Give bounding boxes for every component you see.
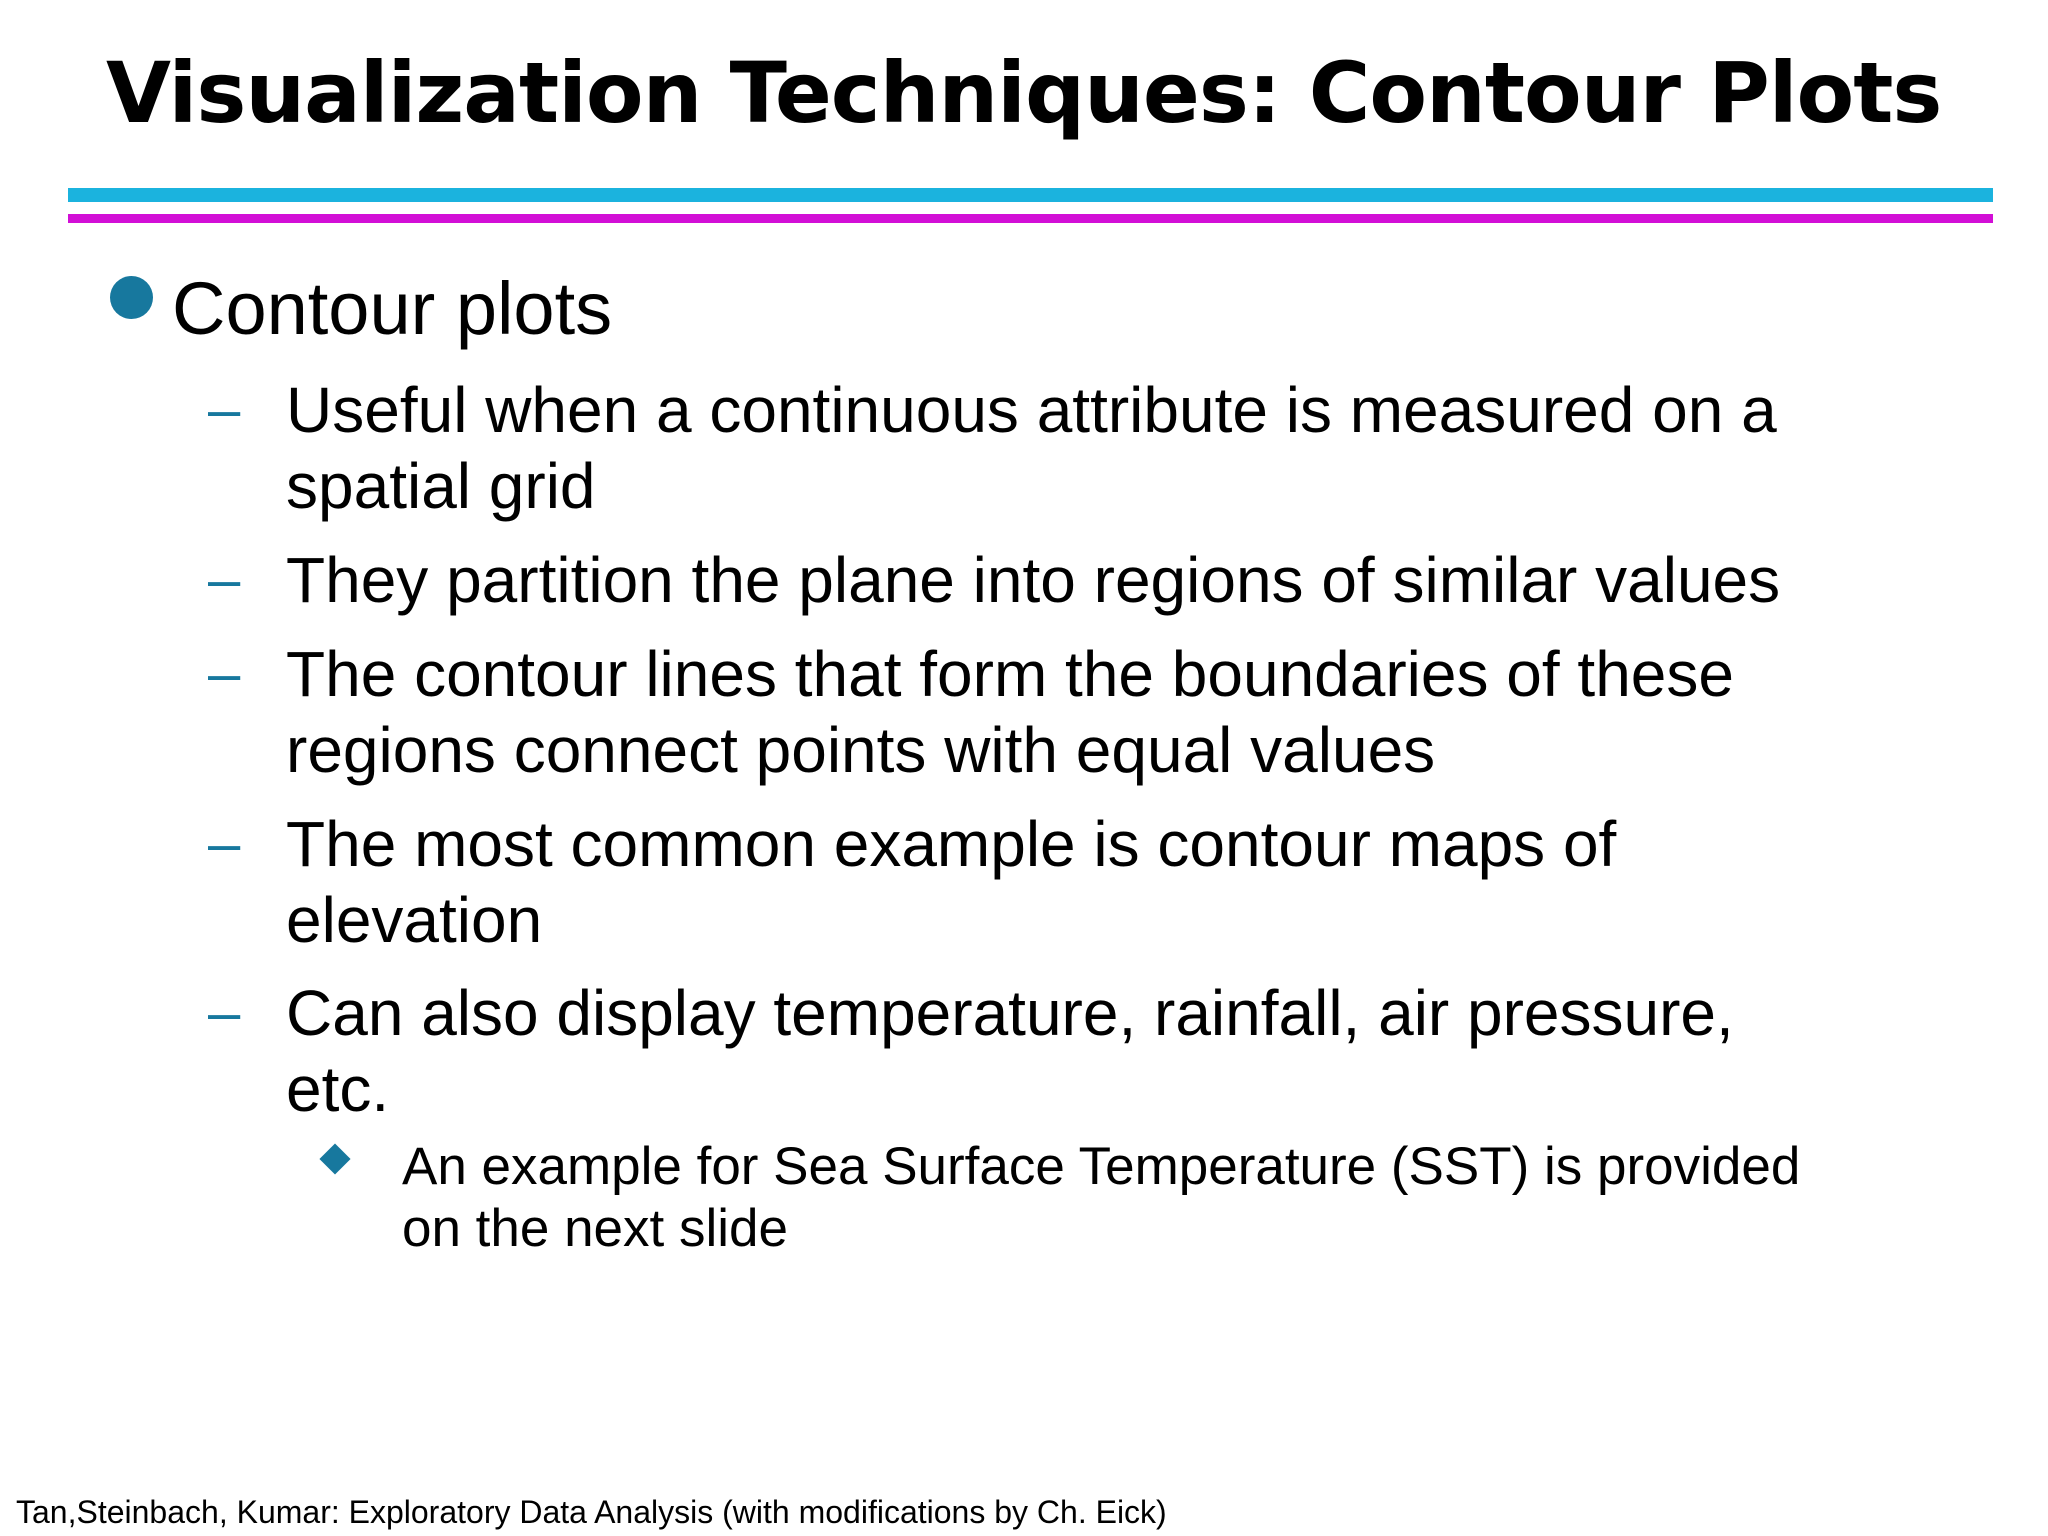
main-bullet-text: Contour plots [172,267,613,350]
title-divider-cyan [68,188,1993,202]
sub-bullet-text: The most common example is contour maps of elevation [286,808,1617,956]
bullet-dot-icon [110,276,153,319]
sub-bullet-text: Useful when a continuous attribute is measured on a spatial grid [286,374,1777,522]
sub-bullet-text: They partition the plane into regions of similar values [286,544,1781,616]
dash-icon: – [208,641,241,706]
sub-bullet-text: Can also display temperature, rainfall, air pressure, etc. [286,977,1734,1125]
sub-sub-bullet-text: An example for Sea Surface Temperature (SST) is provided on the next slide [402,1137,1801,1258]
diamond-bullet-icon [319,1143,350,1174]
dash-icon: – [208,377,241,442]
dash-icon: – [208,811,241,876]
dash-icon: – [208,547,241,612]
footer-credit: Tan,Steinbach, Kumar: Exploratory Data Analysis (with modifications by Ch. Eick) [16,1494,1167,1530]
dash-icon: – [208,980,241,1045]
slide-title: Visualization Techniques: Contour Plots [106,44,1942,142]
sub-bullet-text: The contour lines that form the boundaries of these regions connect points with equal values [286,638,1734,786]
title-divider-magenta [68,214,1993,223]
